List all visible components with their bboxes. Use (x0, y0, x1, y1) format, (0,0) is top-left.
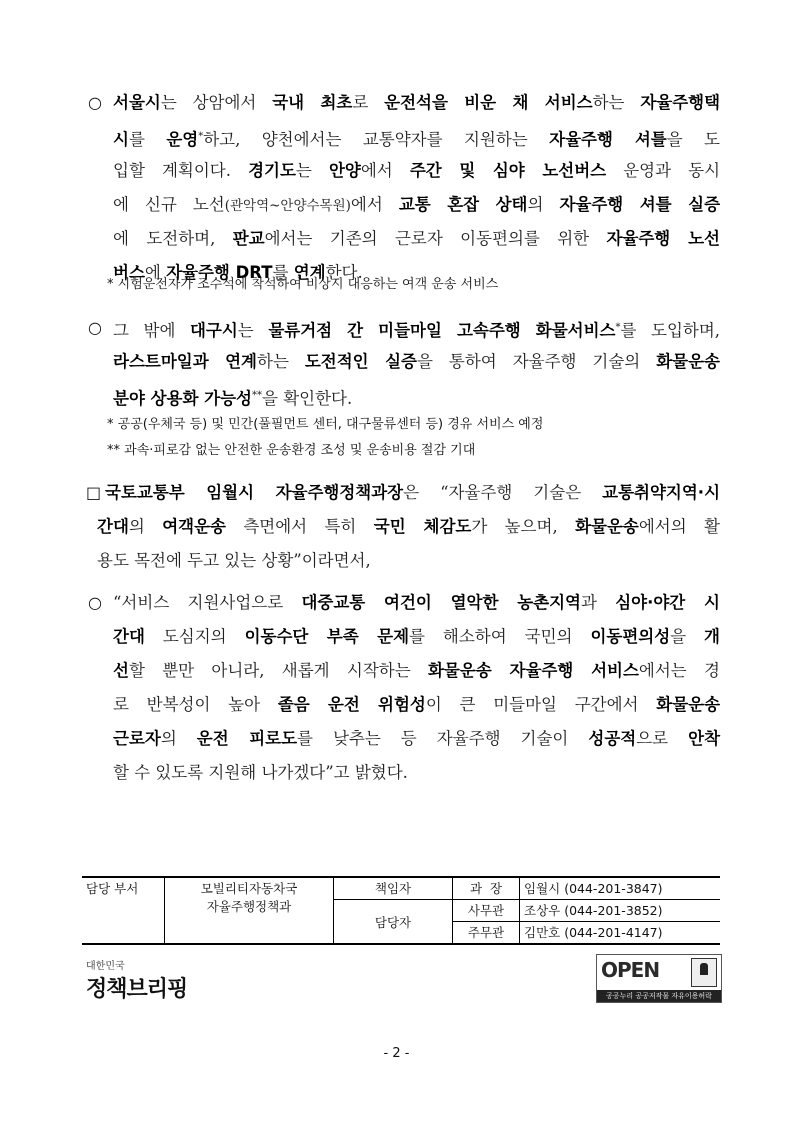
bold-text: 성공적 (588, 729, 637, 748)
paragraph-line (113, 385, 720, 410)
bold-text: 대구시 (189, 321, 238, 340)
bold-text: 국민 체감도 (373, 517, 472, 536)
paragraph-line (113, 126, 720, 151)
text: 에서 (350, 195, 399, 214)
person-title: 주무관 (453, 922, 520, 945)
bold-text: 화물운송 (656, 695, 721, 714)
text: 는 (237, 321, 269, 340)
bold-text: 간대 (113, 627, 145, 646)
contact-table (82, 876, 720, 945)
text: 는 (295, 161, 329, 180)
bold-text: 화물운송 (575, 517, 639, 536)
text: 에 도전하며, (113, 229, 233, 248)
paragraph-line (113, 228, 720, 250)
paragraph-line (113, 317, 720, 342)
text: 용도 목전에 두고 있는 상황”이라면서, (97, 551, 371, 570)
circle-bullet-icon: ○ (88, 318, 102, 337)
paragraph-line (113, 660, 720, 682)
text: 를 도입하며, (620, 321, 721, 340)
logo-big-text: 정책브리핑 (86, 977, 188, 1002)
text: 측면에서 특히 (225, 517, 374, 536)
paragraph-line (105, 482, 720, 504)
paragraph-line (113, 626, 720, 648)
bold-text: 연계 (293, 263, 326, 282)
text: 는 상암에서 (160, 93, 273, 112)
square-bullet-icon: □ (86, 483, 102, 502)
text: 과 (580, 593, 616, 612)
text: 을 통하여 자율주행 기술의 (416, 352, 657, 371)
paragraph-line (97, 550, 720, 572)
open-word: OPEN (601, 958, 660, 982)
paragraph-line (113, 728, 720, 750)
bold-text: 주간 및 심야 노선버스 (409, 161, 607, 180)
bold-text: 이동수단 부족 문제 (244, 627, 410, 646)
text: 그 밖에 (113, 321, 190, 340)
bold-text: 근로자 (113, 729, 161, 748)
footnote: * 공공(우체국 등) 및 민간(풀필먼트 센터, 대구물류센터 등) 경유 서비스 예정 (107, 417, 544, 432)
bold-text: 이동편의성 (590, 627, 671, 646)
bold-text: 졸음 운전 위험성 (277, 695, 426, 714)
text: 를 해소하여 국민의 (409, 627, 591, 646)
text: 를 (128, 130, 167, 149)
text: 도심지의 (144, 627, 245, 646)
bold-text: 여객운송 (162, 517, 226, 536)
policy-briefing-logo (86, 957, 187, 1003)
text: 를 낮추는 등 자율주행 기술이 (297, 729, 589, 748)
bold-text: 운전 피로도 (196, 729, 298, 748)
text: 한다. (325, 263, 363, 282)
text: 할 수 있도록 지원해 나가겠다”고 밝혔다. (113, 763, 408, 782)
text: 로 반복성이 높아 (113, 695, 278, 714)
bold-text: 시 (113, 130, 129, 149)
footnote: ** 과속·피로감 없는 안전한 운송환경 조성 및 운송비용 절감 기대 (107, 443, 476, 458)
open-license-badge (596, 954, 722, 1003)
bold-text: 대중교통 여건이 열악한 농촌지역 (301, 593, 581, 612)
bold-text: 자율주행 셔틀 (549, 130, 667, 149)
bold-text: 선 (113, 661, 129, 680)
bold-text: 개 (704, 627, 720, 646)
footnote-marker: ** (252, 390, 263, 401)
text: 하는 (592, 93, 641, 112)
paragraph-line (113, 694, 720, 716)
circle-bullet-icon: ○ (88, 93, 102, 112)
text: 하는 (257, 352, 305, 371)
bold-text: 버스 (113, 263, 145, 282)
dept-line1: 모빌리티자동차국 (200, 881, 298, 896)
bold-text: 심야·야간 시 (615, 593, 720, 612)
bold-text: 화물운송 (656, 352, 720, 371)
paragraph-line (113, 194, 720, 217)
bold-text: 자율주행택 (640, 93, 721, 112)
text: (관악역~안양수목원) (224, 198, 351, 214)
text: 의 (527, 195, 560, 214)
text: 을 확인한다. (262, 389, 353, 408)
text: 에서의 활 (638, 517, 720, 536)
circle-bullet-icon: ○ (88, 593, 102, 612)
bold-text: 경기도 (248, 161, 296, 180)
person-name: 조상우 (044-201-3852) (520, 900, 721, 922)
bold-text: 자율주행 노선 (606, 229, 720, 248)
bold-text: 안착 (688, 729, 721, 748)
dept-label: 담당 부서 (82, 877, 165, 944)
bold-text: 자율주행 셔틀 실증 (559, 195, 721, 214)
footnote-marker: * (615, 322, 621, 333)
person-title: 과 장 (453, 877, 520, 900)
bold-text: 교통 혼잡 상태 (398, 195, 528, 214)
person-icon (691, 958, 717, 987)
text: 운영과 동시 (606, 161, 721, 180)
footnote-marker: * (198, 131, 204, 142)
text: 으로 (636, 729, 689, 748)
bold-text: 분야 상용화 가능성 (113, 389, 253, 408)
dept-line2: 자율주행정책과 (206, 899, 292, 914)
text: “서비스 지원사업으로 (113, 593, 302, 612)
text: 을 도 (666, 130, 720, 149)
bold-text: 안양 (328, 161, 361, 180)
person-name: 임월시 (044-201-3847) (520, 877, 721, 900)
dept-name (165, 877, 334, 944)
paragraph-line (113, 92, 720, 114)
person-name: 김만호 (044-201-4147) (520, 922, 721, 945)
paragraph-line (113, 592, 720, 614)
text: 에서는 경 (638, 661, 720, 680)
text: 가 높으며, (471, 517, 576, 536)
bold-text: 국내 최초 (272, 93, 353, 112)
text: 의 (160, 729, 197, 748)
staff-label: 담당자 (334, 900, 453, 945)
text: 에서는 기존의 근로자 이동편의를 위한 (264, 229, 607, 248)
logo-small-text: 대한민국 (86, 961, 125, 972)
paragraph-line (97, 516, 720, 538)
text: 하고, 양천에서는 교통약자를 지원하는 (203, 130, 550, 149)
bold-text: 서울시 (113, 93, 161, 112)
person-title: 사무관 (453, 900, 520, 922)
text: 할 뿐만 아니라, 새롭게 시작하는 (128, 661, 428, 680)
bold-text: 라스트마일과 연계 (113, 352, 257, 371)
bold-text: 자율주행 DRT (166, 263, 273, 282)
bold-text: 도전적인 실증 (304, 352, 417, 371)
text: 입할 계획이다. (113, 161, 249, 180)
text: 로 (352, 93, 385, 112)
text: 의 (128, 517, 163, 536)
text: 은 “자율주행 기술은 (403, 483, 603, 502)
bold-text: 간대 (97, 517, 129, 536)
bold-text: 운전석을 비운 채 서비스 (384, 93, 593, 112)
text: 에 (144, 263, 167, 282)
open-strip-text: 공공누리 공공저작물 자유이용허락 (597, 990, 721, 1002)
text: 에 신규 노선 (113, 195, 225, 214)
head-label: 책임자 (334, 877, 453, 900)
text: 에서 (360, 161, 410, 180)
paragraph-line (113, 762, 720, 784)
paragraph-line (113, 351, 720, 373)
text: 를 (272, 263, 294, 282)
footnote: * 시험운전자가 조수석에 착석하여 비상시 대응하는 여객 운송 서비스 (107, 277, 499, 292)
bold-text: 국토교통부 임월시 자율주행정책과장 (105, 483, 404, 502)
text: 이 큰 미들마일 구간에서 (425, 695, 657, 714)
bold-text: 교통취약지역·시 (602, 483, 721, 502)
page-number: - 2 - (383, 1046, 410, 1061)
bold-text: 운영 (166, 130, 199, 149)
paragraph-line (113, 160, 720, 182)
bold-text: 화물운송 자율주행 서비스 (427, 661, 639, 680)
text: 을 (670, 627, 705, 646)
bold-text: 물류거점 간 미들마일 고속주행 화물서비스 (268, 321, 616, 340)
bold-text: 판교 (232, 229, 265, 248)
